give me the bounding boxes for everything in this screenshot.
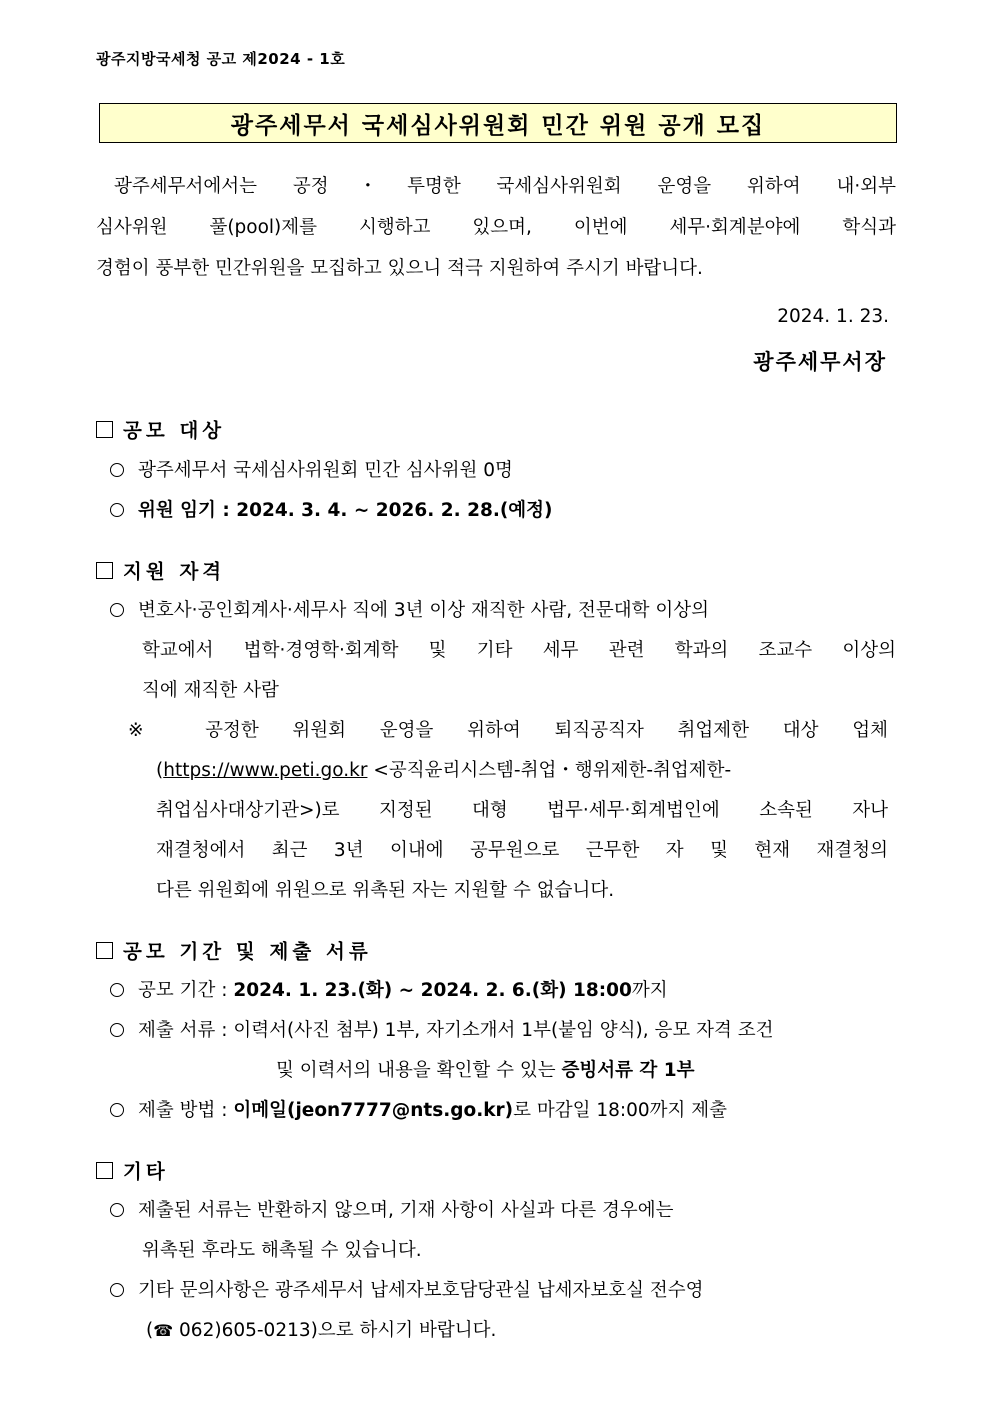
intro-line-2: 심사위원 풀(pool)제를 시행하고 있으며, 이번에 세무·회계분야에 학식과: [96, 217, 896, 238]
circle-bullet-icon: [110, 463, 124, 477]
intro-line-3: 경험이 풍부한 민간위원을 모집하고 있으니 적극 지원하여 주시기 바랍니다.: [96, 258, 703, 279]
checkbox-square-icon: [96, 562, 113, 579]
note-line-2: (https://www.peti.go.kr <공직윤리시스템-취업・행위제한-취업제한-: [156, 760, 732, 781]
section-title: 공모 기간 및 제출 서류: [123, 940, 372, 963]
list-item: 기타 문의사항은 광주세무서 납세자보호담당관실 납세자보호실 전수영: [110, 1276, 704, 1302]
list-item-method: 제출 방법 : 이메일(jeon7777@nts.go.kr)로 마감일 18:00까지 제출: [110, 1096, 727, 1122]
page-title-text: 광주세무서 국세심사위원회 민간 위원 공개 모집: [230, 112, 766, 139]
notice-date: 2024. 1. 23.: [777, 306, 889, 327]
list-item-term: 위원 임기 : 2024. 3. 4. ~ 2026. 2. 28.(예정): [110, 496, 553, 522]
circle-bullet-icon: [110, 1203, 124, 1217]
documents-line-2: 및 이력서의 내용을 확인할 수 있는 증빙서류 각 1부: [276, 1060, 695, 1081]
checkbox-square-icon: [96, 1162, 113, 1179]
phone-icon: ☎: [153, 1321, 174, 1340]
signer: 광주세무서장: [753, 350, 887, 374]
other-line-2: 위촉된 후라도 해촉될 수 있습니다.: [142, 1240, 422, 1261]
notice-number: 광주지방국세청 공고 제2024 - 1호: [96, 50, 346, 68]
circle-bullet-icon: [110, 983, 124, 997]
note-line-4: 재결청에서 최근 3년 이내에 공무원으로 근무한 자 및 현재 재결청의: [156, 840, 888, 861]
section-title: 공모 대상: [123, 419, 226, 442]
page-title: [99, 103, 897, 143]
qualification-line-3: 직에 재직한 사람: [142, 680, 279, 701]
section-title: 지원 자격: [123, 560, 226, 583]
section-other: [96, 1156, 169, 1184]
section-title: 기타: [123, 1160, 169, 1183]
list-item-documents: 제출 서류 : 이력서(사진 첨부) 1부, 자기소개서 1부(붙임 양식), 응모 자격 조건: [110, 1016, 774, 1042]
checkbox-square-icon: [96, 942, 113, 959]
list-item: 변호사·공인회계사·세무사 직에 3년 이상 재직한 사람, 전문대학 이상의: [110, 596, 709, 622]
list-item: 제출된 서류는 반환하지 않으며, 기재 사항이 사실과 다른 경우에는: [110, 1196, 673, 1222]
note-line-1: ※ 공정한 위원회 운영을 위하여 퇴직공직자 취업제한 대상 업체: [128, 720, 888, 741]
intro-paragraph: [96, 166, 896, 289]
peti-link[interactable]: https://www.peti.go.kr: [163, 760, 368, 781]
note-line-3: 취업심사대상기관>)로 지정된 대형 법무·세무·회계법인에 소속된 자나: [156, 800, 888, 821]
intro-line-1: 광주세무서에서는 공정・투명한 국세심사위원회 운영을 위하여 내·외부: [114, 176, 896, 197]
checkbox-square-icon: [96, 421, 113, 438]
section-recruitment-target: [96, 415, 225, 443]
circle-bullet-icon: [110, 1283, 124, 1297]
list-item: 광주세무서 국세심사위원회 민간 심사위원 0명: [110, 456, 513, 482]
circle-bullet-icon: [110, 1023, 124, 1037]
contact-line: (☎ 062)605-0213)으로 하시기 바랍니다.: [146, 1320, 497, 1341]
email-address[interactable]: 이메일(jeon7777@nts.go.kr): [233, 1100, 514, 1121]
circle-bullet-icon: [110, 1103, 124, 1117]
circle-bullet-icon: [110, 503, 124, 517]
note-line-5: 다른 위원회에 위원으로 위촉된 자는 지원할 수 없습니다.: [156, 880, 615, 901]
qualification-line-2: 학교에서 법학·경영학·회계학 및 기타 세무 관련 학과의 조교수 이상의: [142, 640, 896, 661]
section-qualifications: [96, 556, 225, 584]
section-period-documents: [96, 936, 372, 964]
list-item-period: 공모 기간 : 2024. 1. 23.(화) ~ 2024. 2. 6.(화) 18:00까지: [110, 976, 668, 1002]
circle-bullet-icon: [110, 603, 124, 617]
